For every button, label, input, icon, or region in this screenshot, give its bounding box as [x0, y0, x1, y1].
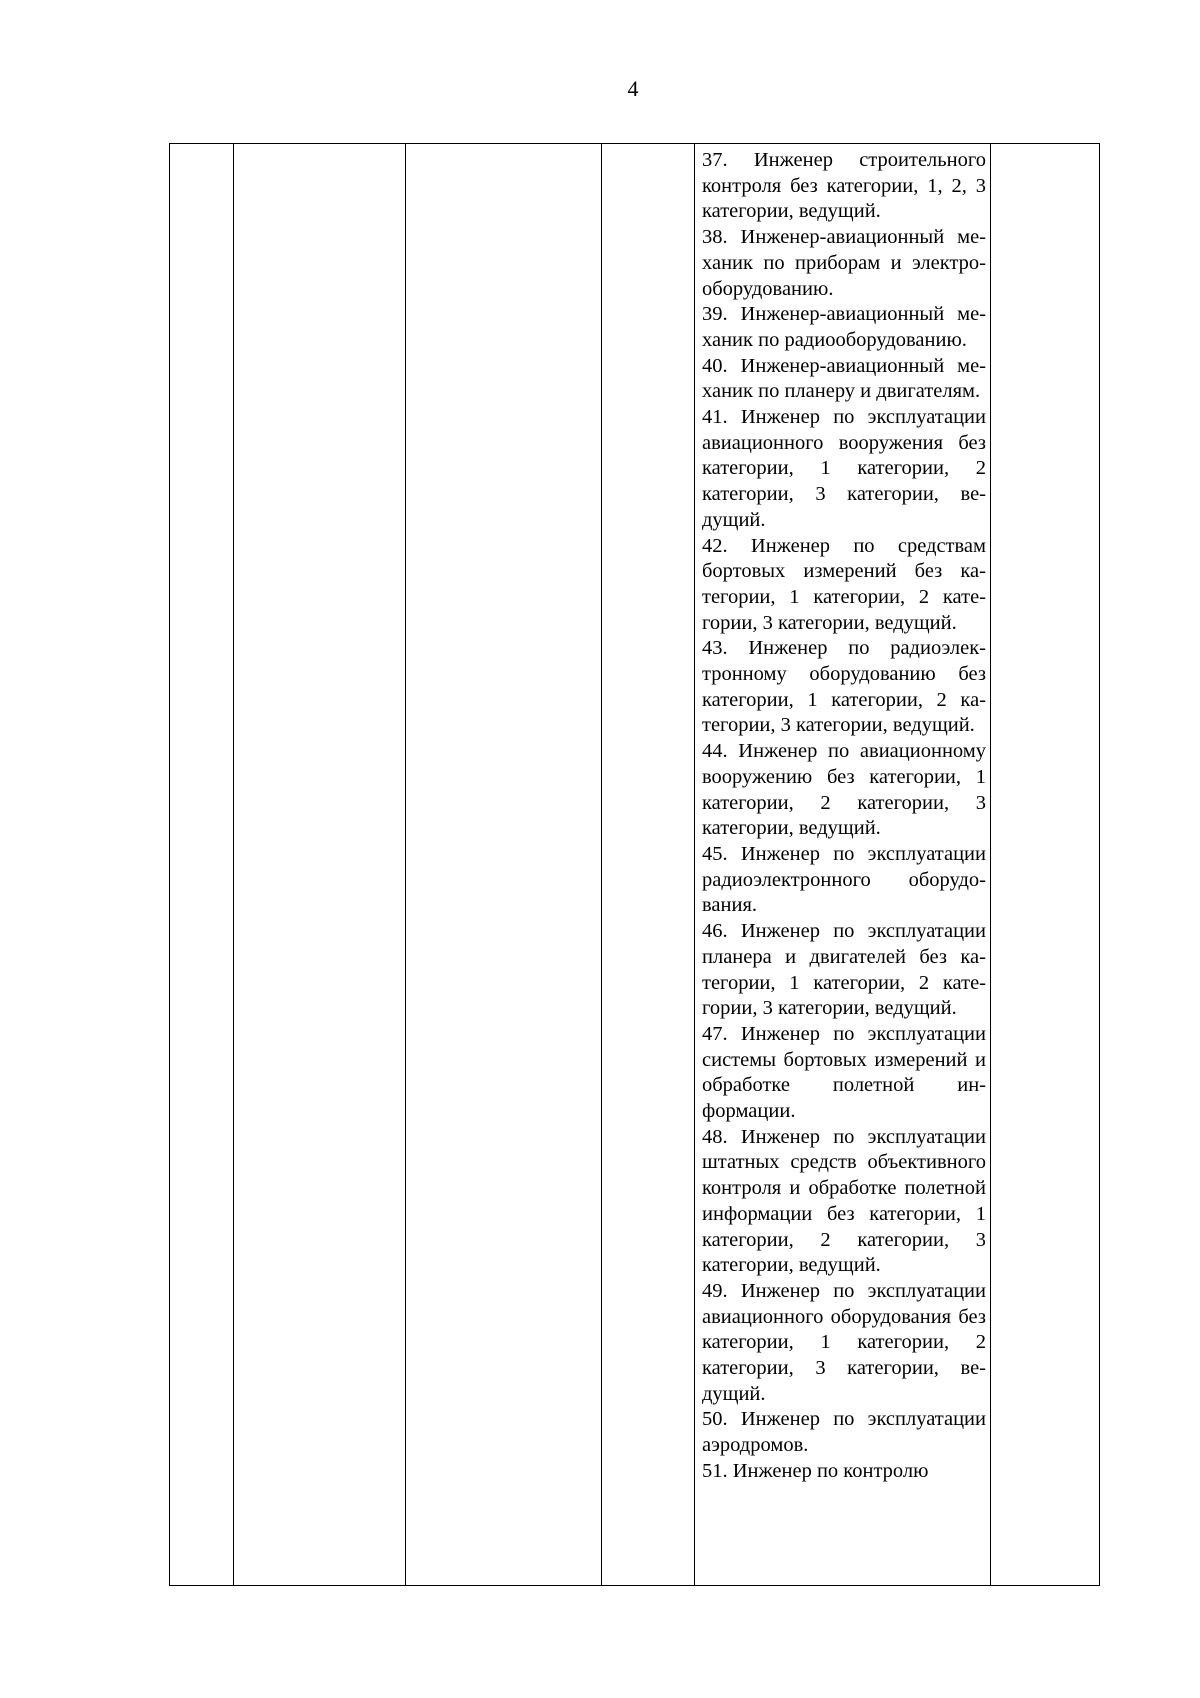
list-item: 38. Инженер-авиационный механик по приборам и электрооборудованию. — [702, 226, 986, 300]
table-cell-col-4 — [602, 144, 695, 1586]
list-item: 50. Инженер по эксплуатации аэродромов. — [702, 1408, 986, 1457]
list-item: 43. Инженер по радиоэлектронному оборудованию без категории, 1 категории, 2 категории, 3 категории, ведущий. — [702, 637, 986, 737]
list-item: 41. Инженер по эксплуатации авиационного вооружения без категории, 1 категории, 2 категории, 3 категории, ведущий. — [702, 406, 986, 531]
list-item: 44. Инженер по авиационному вооружению без категории, 1 категории, 2 категории, 3 категории, ведущий. — [702, 740, 986, 840]
list-item: 39. Инженер-авиационный механик по радиооборудованию. — [702, 303, 986, 351]
list-item: 45. Инженер по эксплуатации радиоэлектронного оборудования. — [702, 842, 986, 917]
table-cell-col-3 — [406, 144, 602, 1586]
list-item: 40. Инженер-авиационный механик по планеру и двигателям. — [702, 354, 986, 403]
table-cell-col-2 — [234, 144, 406, 1586]
positions-list-cell — [695, 144, 991, 1586]
list-item: 47. Инженер по эксплуатации системы бортовых измерений и обработке полетной информации. — [702, 1022, 986, 1123]
table-cell-col-6 — [991, 144, 1100, 1586]
list-item: 48. Инженер по эксплуатации штатных средств объективного контроля и обработке полетной информации без категории, 1 категории, 2 категории, 3 категории, ведущий. — [702, 1125, 986, 1277]
list-item: 46. Инженер по эксплуатации планера и двигателей без категории, 1 категории, 2 категории, 3 категории, ведущий. — [702, 920, 986, 1020]
positions-table — [169, 143, 1100, 1586]
table-row — [170, 144, 1100, 1586]
list-item: 49. Инженер по эксплуатации авиационного оборудования без категории, 1 категории, 2 категории, 3 категории, ведущий. — [702, 1279, 986, 1405]
page-number: 4 — [627, 76, 639, 101]
list-item: 37. Инженер строительного контроля без категории, 1, 2, 3 категории, ведущий. — [702, 149, 986, 223]
list-item: 42. Инженер по средствам бортовых измерений без категории, 1 категории, 2 категории, 3 категории, ведущий. — [702, 534, 986, 634]
list-item: 51. Инженер по контролю — [702, 1459, 929, 1482]
table-cell-col-1 — [170, 144, 234, 1586]
